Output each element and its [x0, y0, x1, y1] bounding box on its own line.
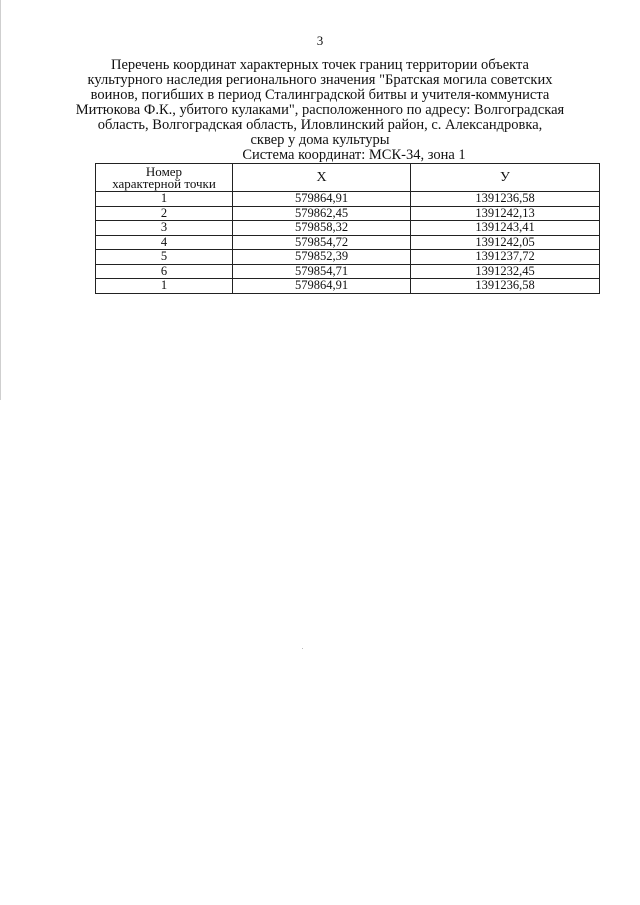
table-row [96, 250, 600, 265]
title-line: воинов, погибших в период Сталинградской битвы и учителя-коммуниста [90, 87, 550, 103]
table-row [96, 192, 600, 207]
cell-point: 2 [96, 206, 233, 221]
coordinates-table [95, 163, 600, 294]
header-y: У [411, 164, 600, 192]
title-line: Митюкова Ф.К., убитого кулаками", расположенного по адресу: Волгоградская [75, 102, 565, 118]
cell-point: 1 [96, 192, 233, 207]
title-line: сквер у дома культуры [250, 132, 390, 148]
scan-speck [302, 648, 303, 649]
cell-x: 579862,45 [233, 206, 411, 221]
header-point-number-line1: Номер [145, 163, 183, 179]
header-point-number-line2: характерной точки [112, 175, 216, 191]
cell-x: 579854,72 [233, 235, 411, 250]
cell-x: 579864,91 [233, 279, 411, 294]
title-line: культурного наследия регионального значения "Братская могила советских [87, 72, 553, 88]
title-line: область, Волгоградская область, Иловлинский район, с. Александровка, [97, 117, 543, 133]
table-row [96, 206, 600, 221]
cell-point: 6 [96, 264, 233, 279]
cell-point: 4 [96, 235, 233, 250]
cell-y: 1391243,41 [411, 221, 600, 236]
cell-point: 3 [96, 221, 233, 236]
table-row [96, 279, 600, 294]
scan-margin-line [0, 0, 1, 400]
header-x: X [233, 164, 411, 192]
cell-y: 1391237,72 [411, 250, 600, 265]
cell-x: 579858,32 [233, 221, 411, 236]
table-row [96, 221, 600, 236]
cell-y: 1391242,13 [411, 206, 600, 221]
cell-point: 5 [96, 250, 233, 265]
coordinate-system-caption: Система координат: МСК-34, зона 1 [242, 147, 466, 163]
page-number: 3 [316, 33, 324, 48]
title-line: Перечень координат характерных точек границ территории объекта [111, 57, 529, 73]
cell-x: 579852,39 [233, 250, 411, 265]
cell-y: 1391242,05 [411, 235, 600, 250]
cell-y: 1391236,58 [411, 192, 600, 207]
document-title [70, 58, 570, 148]
cell-x: 579864,91 [233, 192, 411, 207]
table-header-row [96, 164, 600, 192]
table-row [96, 264, 600, 279]
cell-y: 1391232,45 [411, 264, 600, 279]
cell-y: 1391236,58 [411, 279, 600, 294]
cell-point: 1 [96, 279, 233, 294]
cell-x: 579854,71 [233, 264, 411, 279]
header-point-number [96, 164, 233, 192]
table-row [96, 235, 600, 250]
